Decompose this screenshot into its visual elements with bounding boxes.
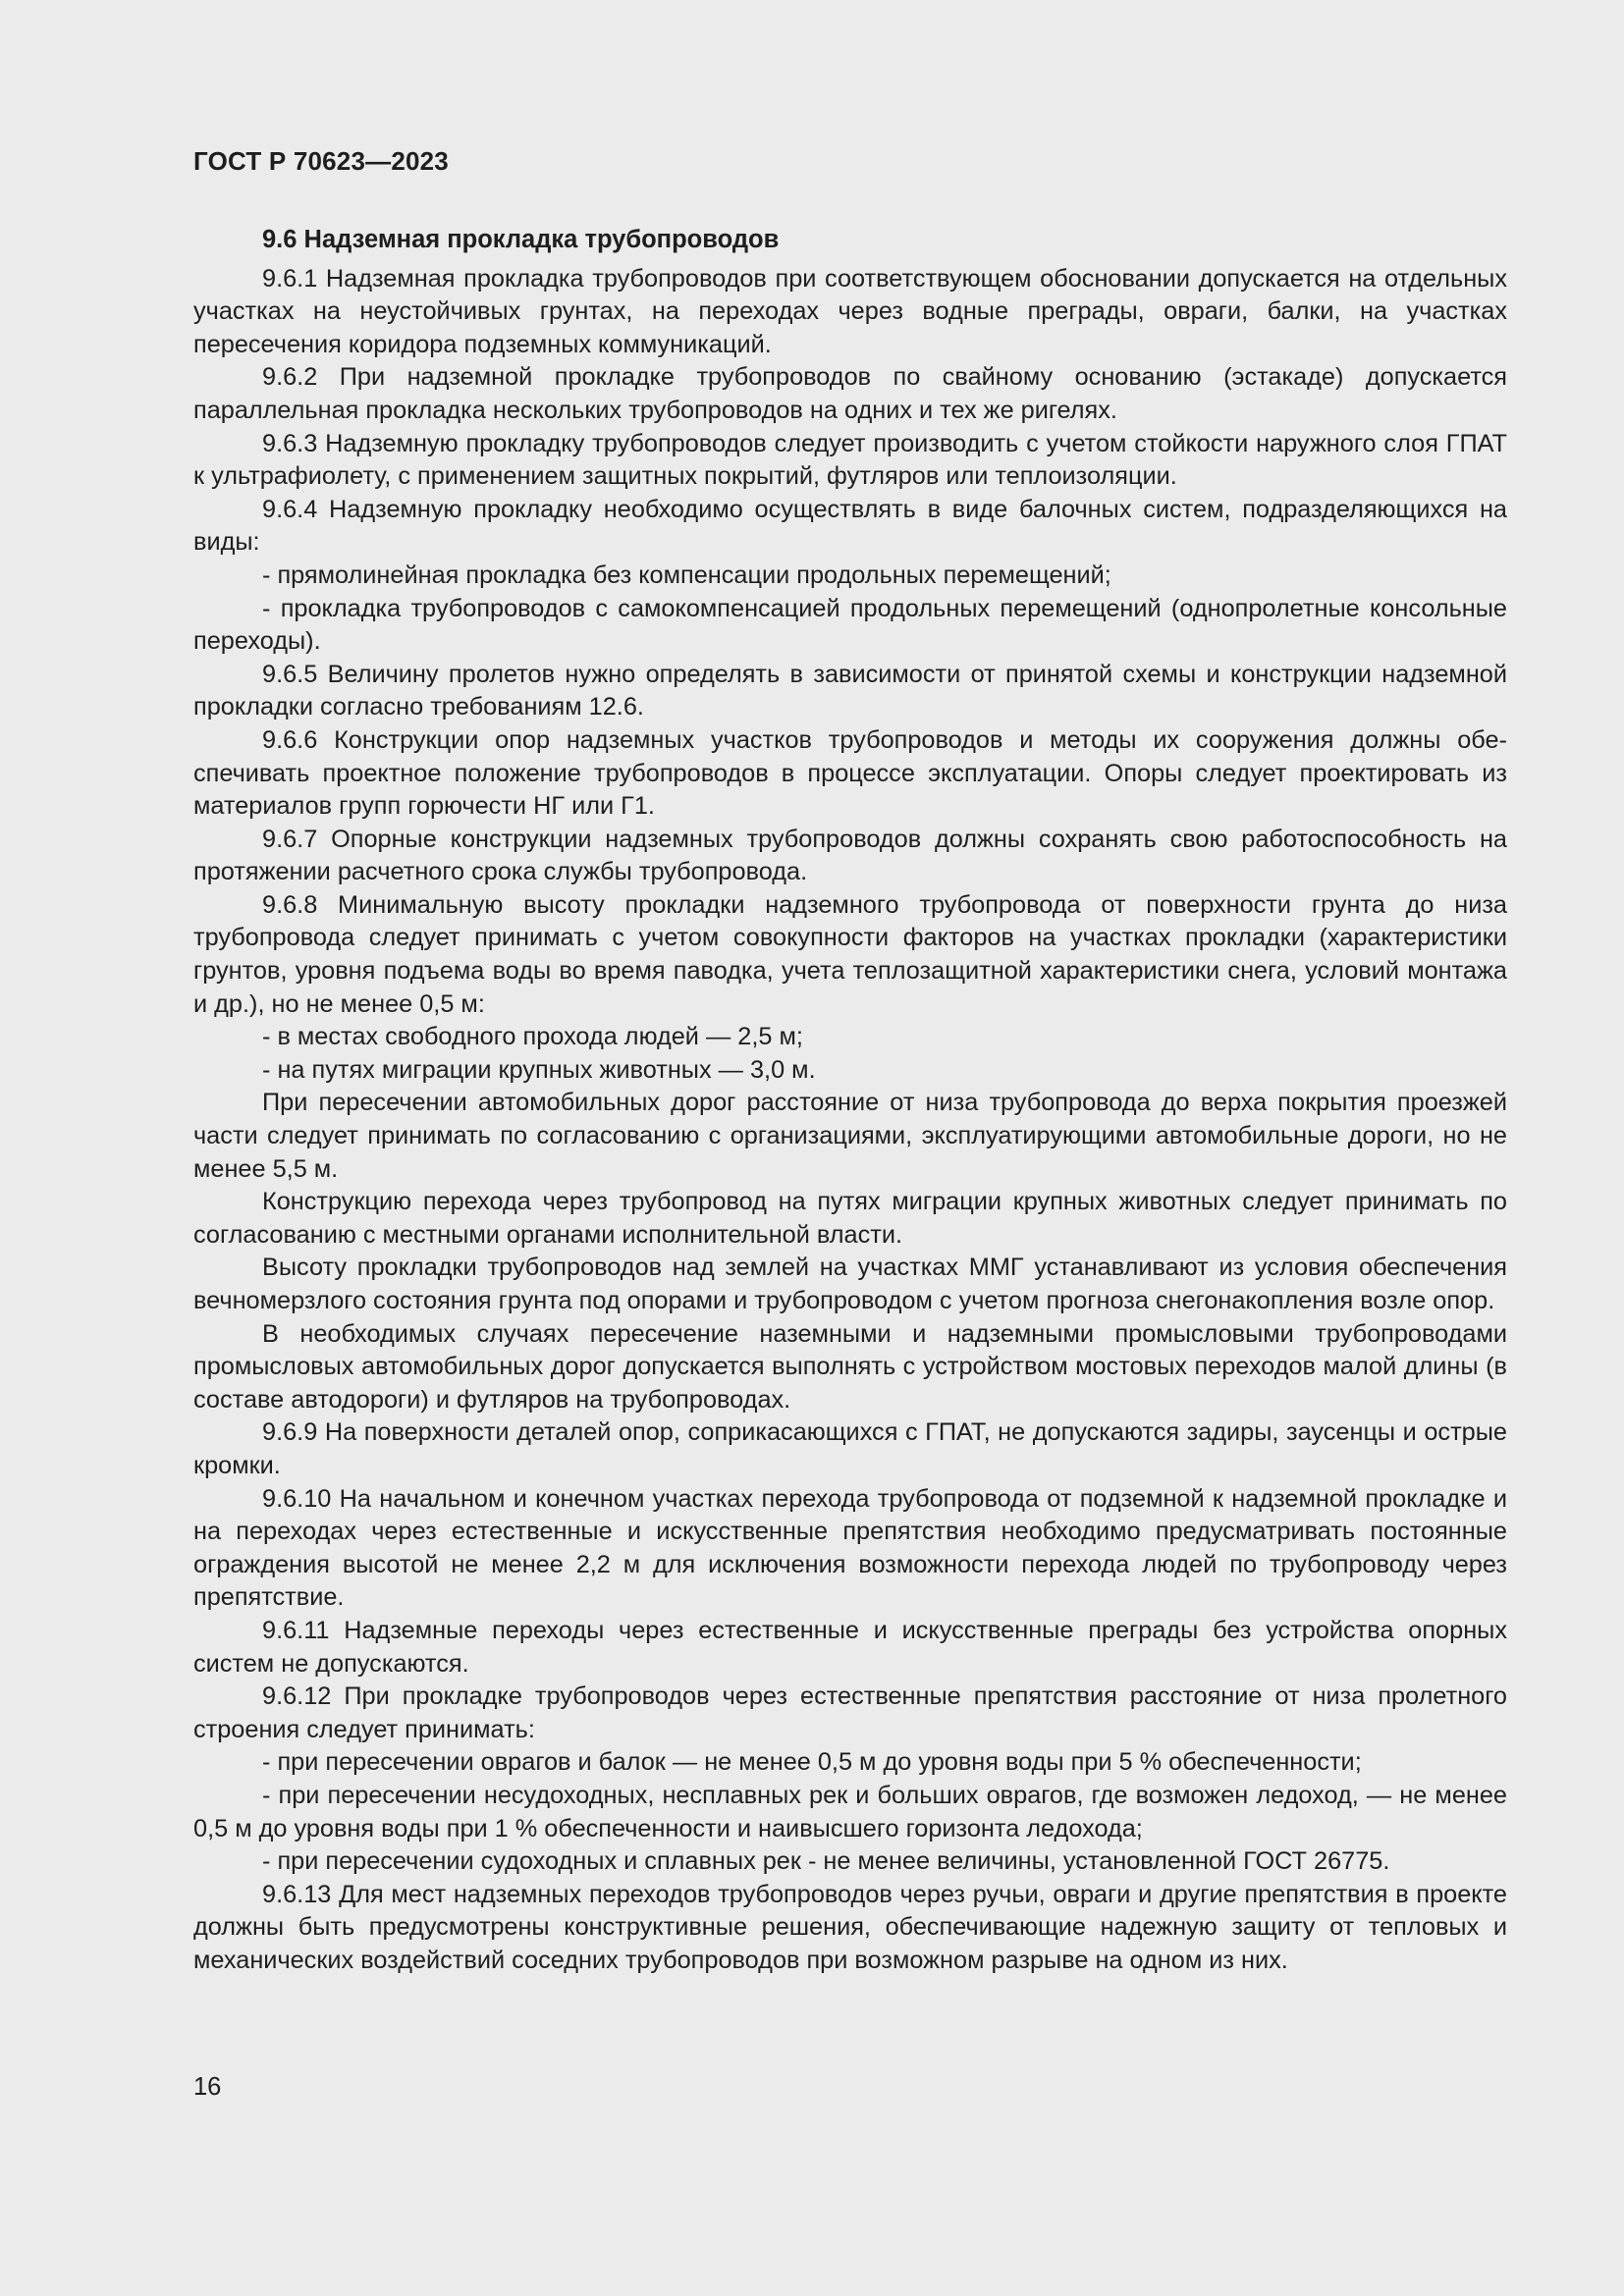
paragraph-9-6-1: 9.6.1 Надземная прокладка трубопроводов при соответствующем обосновании допускается на отдельных участках на неустойчивых грунтах, на переходах через водные преграды, овраги, балки, на участках пересечения коридора подземных коммуникаций. (193, 264, 1507, 358)
paragraph-9-6-9: 9.6.9 На поверхности деталей опор, соприкасающихся с ГПАТ, не допускаются задиры, заусенцы и острые кромки. (193, 1418, 1507, 1479)
paragraph: Высоту прокладки трубопроводов над землей на участках ММГ устанавливают из условия обеспечения вечномерзлого состояния грунта под опорами и трубопроводом с учетом прогноза снегонакопления возле опор. (193, 1254, 1507, 1314)
paragraph-9-6-13: 9.6.13 Для мест надземных переходов трубопроводов через ручьи, овраги и другие препятствия в проекте должны быть предусмотрены конструктивные решения, обеспечивающие надежную защиту от тепловых и механических воздействий соседних трубопроводов при возможном разрыве на одном из них. (193, 1880, 1507, 1974)
paragraph-9-6-4: 9.6.4 Надземную прокладку необходимо осуществлять в виде балочных систем, подразделяющихся на виды: (193, 495, 1507, 557)
paragraph-9-6-11: 9.6.11 Надземные переходы через естественные и искусственные преграды без устройства опорных систем не допускаются. (193, 1616, 1507, 1678)
paragraph-9-6-8: 9.6.8 Минимальную высоту прокладки надземного трубопровода от поверхности грунта до низа трубопровода следует принимать с учетом совокупности факторов на участках прокладки (характеристики грунтов, уровня подъема воды во время паводка, учета теплозащитной характеристики снега, условий монтажа и др.), но не менее 0,5 м: (193, 890, 1507, 1018)
list-item: - при пересечении судоходных и сплавных рек - не менее величины, установленной ГОСТ 26775. (262, 1847, 1390, 1876)
paragraph-9-6-10: 9.6.10 На начальном и конечном участках перехода трубопровода от подземной к надземной прокладке и на переходах через естественные и искусственные препятствия необходимо предусматривать постоянные ограждения высотой не менее 2,2 м для исключения возможности перехода людей по трубопроводу через препятствие. (193, 1484, 1507, 1612)
paragraph-9-6-7: 9.6.7 Опорные конструкции надземных трубопроводов должны сохранять свою работоспособность на протяжении расчетного срока службы трубопровода. (193, 825, 1507, 886)
list-item: - в местах свободного прохода людей — 2,5 м; (262, 1023, 803, 1051)
list-item: - прокладка трубопроводов с самокомпенсацией продольных перемещений (однопролетные консольные переходы). (193, 594, 1507, 656)
paragraph-9-6-2: 9.6.2 При надземной прокладке трубопроводов по свайному основанию (эстакаде) допускается параллельная прокладка нескольких трубопроводов на одних и тех же ригелях. (193, 363, 1507, 424)
list-item: - при пересечении оврагов и балок — не менее 0,5 м до уровня воды при 5 % обеспеченности; (262, 1748, 1362, 1777)
paragraph: При пересечении автомобильных дорог расстояние от низа трубопровода до верха покрытия проезжей части следует принимать по согласованию с организациями, эксплуатирующими автомобильные дороги, но не менее 5,5 м. (193, 1089, 1507, 1183)
paragraph-9-6-6: 9.6.6 Конструкции опор надземных участков трубопроводов и методы их сооружения должны обеспечивать проектное положение трубопроводов в процессе эксплуатации. Опоры следует проектировать из материалов групп горючести НГ или Г1. (193, 725, 1507, 821)
paragraph-9-6-12: 9.6.12 При прокладке трубопроводов через естественные препятствия расстояние от низа пролетного строения следует принимать: (193, 1682, 1507, 1743)
list-item: - прямолинейная прокладка без компенсации продольных перемещений; (262, 561, 1111, 589)
paragraph-9-6-5: 9.6.5 Величину пролетов нужно определять в зависимости от принятой схемы и конструкции надземной прокладки согласно требованиям 12.6. (193, 660, 1507, 721)
paragraph: В необходимых случаях пересечение наземными и надземными промысловыми трубопроводами промысловых автомобильных дорог допускается выполнять с устройством мостовых переходов малой длины (в составе автодороги) и футляров на трубопроводах. (193, 1319, 1507, 1414)
paragraph-9-6-3: 9.6.3 Надземную прокладку трубопроводов следует производить с учетом стойкости наружного слоя ГПАТ к ультрафиолету, с применением защитных покрытий, футляров или теплоизоляции. (193, 429, 1507, 491)
page-number: 16 (193, 2073, 222, 2101)
document-header: ГОСТ Р 70623—2023 (193, 146, 449, 176)
page-content (193, 224, 1507, 1977)
section-title: 9.6 Надземная прокладка трубопроводов (262, 226, 780, 253)
paragraph: Конструкцию перехода через трубопровод на путях миграции крупных животных следует принимать по согласованию с местными органами исполнительной власти. (193, 1188, 1507, 1249)
list-item: - при пересечении несудоходных, несплавных рек и больших оврагов, где возможен ледоход, — не менее 0,5 м до уровня воды при 1 % обеспеченности и наивысшего горизонта ледохода; (193, 1781, 1507, 1842)
list-item: - на путях миграции крупных животных — 3,0 м. (262, 1055, 816, 1084)
